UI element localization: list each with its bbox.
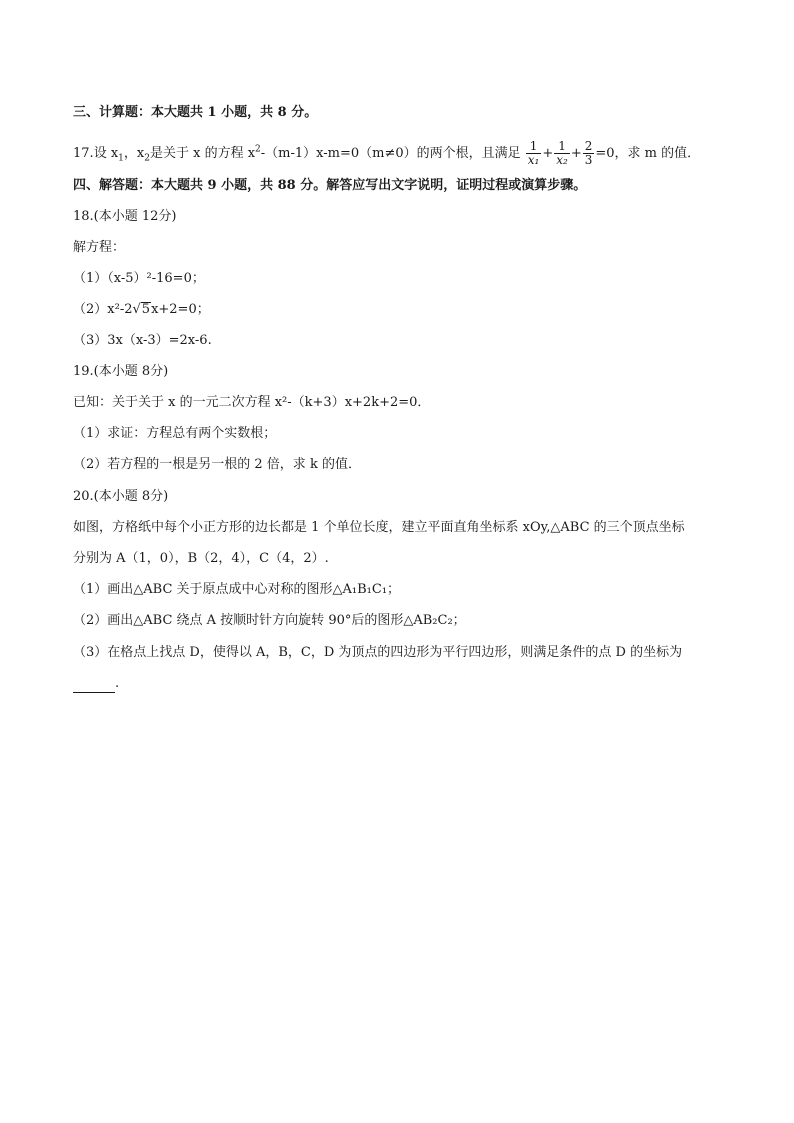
q17-part1: 设 x xyxy=(93,146,119,161)
q19-title: 19.(本小题 8分) xyxy=(73,364,169,379)
q17-frac2-den: x₂ xyxy=(556,153,568,167)
q19-intro: 已知：关于关于 x 的一元二次方程 x²-（k+3）x+2k+2=0． xyxy=(73,395,431,410)
q18-part2-a: （2）x²-2 xyxy=(73,302,133,317)
answer-blank[interactable] xyxy=(73,678,115,693)
q17-part3: 是关于 x 的方程 x xyxy=(149,146,256,161)
q17-plus-2: + xyxy=(570,146,582,161)
q17-tail: =0，求 m 的值． xyxy=(595,146,701,161)
q17-frac3-num: 2 xyxy=(584,139,593,153)
q20-part1: （1）画出△ABC 关于原点成中心对称的图形△A₁B₁C₁； xyxy=(73,582,401,597)
q17-part4: -（m-1）x-m=0（m≠0）的两个根，且满足 xyxy=(260,146,521,161)
q18-part1: （1）（x-5）²-16=0； xyxy=(73,271,205,286)
q17-line xyxy=(73,140,700,168)
q17-frac2-num: 1 xyxy=(558,139,566,153)
q17-number: 17. xyxy=(73,146,94,161)
q19-part2: （2）若方程的一根是另一根的 2 倍，求 k 的值． xyxy=(73,457,361,472)
q18-sqrt-radicand: 5 xyxy=(141,302,151,317)
q17-fraction-2 xyxy=(554,140,570,167)
q18-part2: （2）x²-2√5x+2=0； xyxy=(73,302,210,317)
q18-part2-b: x+2=0； xyxy=(151,302,210,317)
section4-heading: 四、解答题：本大题共 9 小题，共 88 分。解答应写出文字说明，证明过程或演算步骤。 xyxy=(73,178,587,193)
q17-fraction-1 xyxy=(526,140,542,167)
q18-part3: （3）3x（x-3）=2x-6. xyxy=(73,333,212,348)
q17-sup: 2 xyxy=(255,144,261,155)
q17-frac3-den: 3 xyxy=(584,153,593,167)
q17-sub1: 1 xyxy=(118,153,124,164)
q17-frac1-den: x₁ xyxy=(527,153,540,167)
q17-part2: ，x xyxy=(123,146,145,161)
q17-sub2: 2 xyxy=(144,153,150,164)
q17-fraction-3 xyxy=(583,140,595,167)
q18-title: 18.(本小题 12分) xyxy=(73,209,177,224)
q20-part3-end: . xyxy=(115,676,120,691)
q17-plus-1: + xyxy=(542,146,554,161)
q20-part2: （2）画出△ABC 绕点 A 按顺时针方向旋转 90°后的图形△AB₂C₂； xyxy=(73,613,466,628)
q20-intro-line1: 如图，方格纸中每个小正方形的边长都是 1 个单位长度，建立平面直角坐标系 xOy,△ABC 的三个顶点坐标 xyxy=(73,520,685,535)
q20-title: 20.(本小题 8分) xyxy=(73,489,169,504)
q20-part3: （3）在格点上找点 D，使得以 A，B，C，D 为顶点的四边形为平行四边形，则满足条件的点 D 的坐标为 xyxy=(73,645,683,660)
q19-part1: （1）求证：方程总有两个实数根； xyxy=(73,426,277,441)
q20-answer-line xyxy=(73,675,119,693)
section3-heading: 三、计算题：本大题共 1 小题，共 8 分。 xyxy=(73,105,318,120)
q20-intro-line2: 分别为 A（1，0），B（2，4），C（4，2）. xyxy=(73,551,329,566)
q17-frac1-num: 1 xyxy=(529,139,538,153)
q18-intro: 解方程： xyxy=(73,240,126,255)
